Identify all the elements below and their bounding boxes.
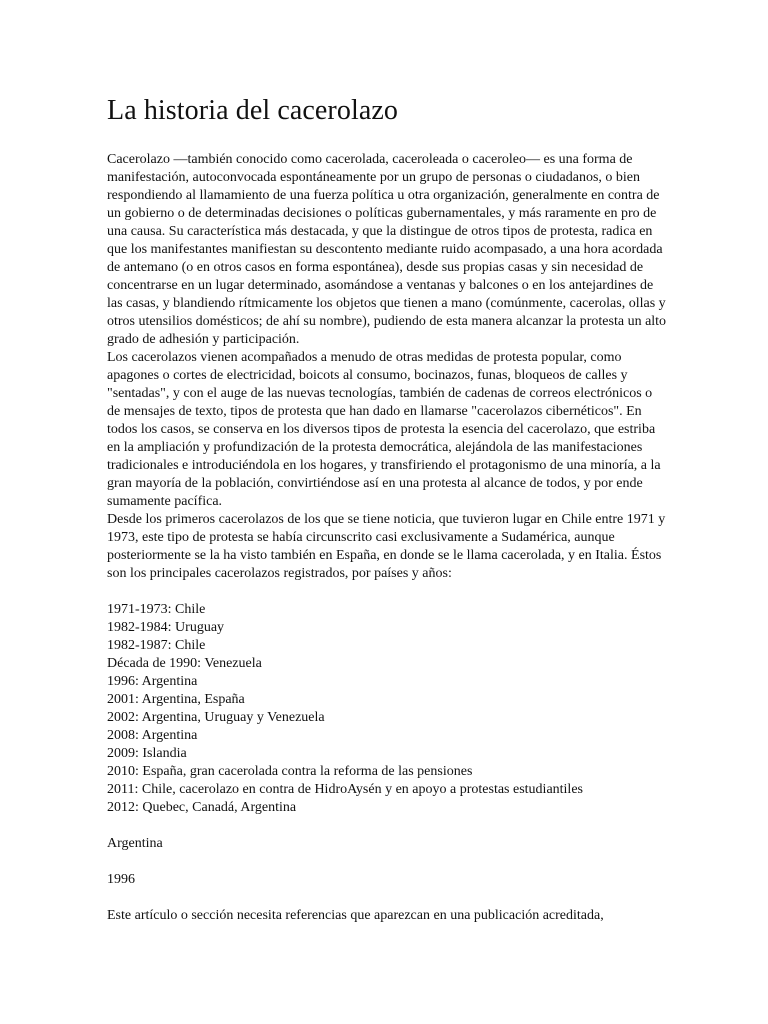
timeline-item: 1982-1987: Chile (107, 638, 206, 653)
paragraph-history: Desde los primeros cacerolazos de los que se tiene noticia, que tuvieron lugar en Chile entre 1971 y 1973, este tipo de protesta se había circunscrito casi exclusivamente a Sudamérica, aunque posteriormente se la ha visto también en España, en donde se le llama cacerolada, y en Italia. Éstos son los principales cacerolazos registrados, por países y años: (107, 512, 666, 581)
timeline-item: 2008: Argentina (107, 728, 198, 743)
timeline-item: 1982-1984: Uruguay (107, 620, 225, 635)
paragraph-definition: Cacerolazo —también conocido como cacerolada, caceroleada o caceroleo— es una forma de manifestación, autoconvocada espontáneamente por un grupo de personas o ciudadanos, o bien respondiendo al llamamiento de una fuerza política u otra organización, generalmente en contra de un gobierno o de determinadas decisiones o políticas gubernamentales, y más raramente en pro de una causa. Su característica más destacada, y que la distingue de otros tipos de protesta, radica en que los manifestantes manifiestan su descontento mediante ruido acompasado, a una hora acordada de antemano (o en otros casos en forma espontánea), desde sus propias casas y sin necesidad de concentrarse en un lugar determinado, asomándose a ventanas y balcones o en los antejardines de las casas, y blandiendo rítmicamente los objetos que tienen a mano (comúnmente, cacerolas, ollas y otros utensilios domésticos; de ahí su nombre), pudiendo de esta manera alcanzar la protesta un alto grado de adhesión y participación. (107, 152, 667, 347)
timeline-item: 2009: Islandia (107, 746, 187, 761)
paragraph-related-protests: Los cacerolazos vienen acompañados a menudo de otras medidas de protesta popular, como apagones o cortes de electricidad, boicots al consumo, bocinazos, funas, bloqueos de calles y "sentadas", y con el auge de las nuevas tecnologías, también de cadenas de correos electrónicos o de mensajes de texto, tipos de protesta que han dado en llamarse "cacerolazos cibernéticos". En todos los casos, se conserva en los diversos tipos de protesta la esencia del cacerolazo, que estriba en la ampliación y profundización de la protesta democrática, alejándola de las manifestaciones tradicionales e introduciéndola en los hogares, y transfiriendo el protagonismo de una minoría, a la gran mayoría de la población, convirtiéndose así en una protesta al alcance de todos, y por ende sumamente pacífica. (107, 350, 661, 509)
timeline-item: Década de 1990: Venezuela (107, 656, 262, 671)
spacer (107, 583, 667, 601)
timeline-list (107, 601, 667, 817)
timeline-item: 1996: Argentina (107, 674, 198, 689)
timeline-item: 2011: Chile, cacerolazo en contra de HidroAysén y en apoyo a protestas estudiantiles (107, 782, 583, 797)
paragraph-intro (107, 151, 667, 583)
timeline-item: 2010: España, gran cacerolada contra la reforma de las pensiones (107, 764, 473, 779)
section-year: 1996 (107, 872, 135, 887)
spacer (107, 853, 667, 871)
page-title: La historia del cacerolazo (107, 95, 398, 126)
spacer (107, 889, 667, 907)
timeline-item: 2001: Argentina, España (107, 692, 245, 707)
references-notice: Este artículo o sección necesita referencias que aparezcan en una publicación acreditada, (107, 908, 604, 923)
section-heading: Argentina (107, 836, 163, 851)
timeline-item: 2012: Quebec, Canadá, Argentina (107, 800, 297, 815)
document-page (107, 93, 667, 925)
timeline-item: 1971-1973: Chile (107, 602, 206, 617)
timeline-item: 2002: Argentina, Uruguay y Venezuela (107, 710, 325, 725)
spacer (107, 817, 667, 835)
